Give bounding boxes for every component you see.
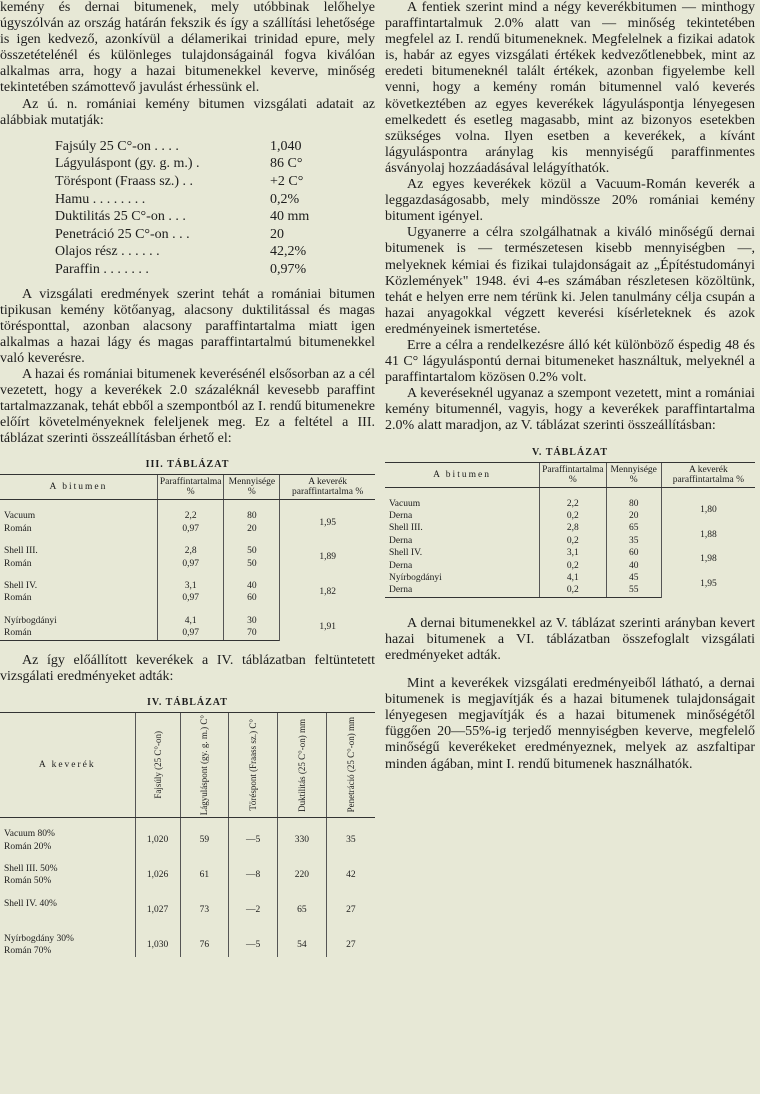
cell-name: Vacuum 80% [4, 829, 55, 840]
table-3 [0, 474, 375, 640]
property-name: Hamu . . . . . . . . [55, 191, 146, 207]
right-column [385, 0, 755, 773]
cell-name: Derna [389, 560, 413, 571]
cell-value: 30 [224, 615, 280, 627]
cell-value: 1,020 [135, 828, 180, 853]
table-row [0, 863, 375, 875]
cell-name: Nyírbogdányi [389, 572, 442, 583]
cell-value: 20 [606, 510, 661, 522]
cell-name: Román [4, 523, 32, 534]
cell-value: 1,88 [661, 522, 755, 547]
column-header: A bitumen [0, 475, 157, 500]
cell-value: 50 [224, 558, 280, 570]
paragraph: Az egyes keverékek közül a Vacuum-Román keverék a leggazdaságosabb, mely mindössze 20% romániai kemény bitument igényel. [385, 177, 755, 225]
table-row [0, 545, 375, 557]
cell-value: 0,97 [157, 627, 224, 640]
cell-value: 60 [224, 592, 280, 604]
paragraph: Az ú. n. romániai kemény bitumen vizsgálati adatait az alábbiak mutatják: [0, 96, 375, 128]
column-header: Duktilitás (25 C°-on) mm [278, 712, 327, 817]
cell-value: 1,80 [661, 498, 755, 523]
cell-value: 4,1 [157, 615, 224, 627]
cell-name [0, 910, 135, 922]
cell-name: Derna [389, 510, 413, 521]
cell-value: 1,026 [135, 863, 180, 888]
property-name: Penetráció 25 C°-on . . . [55, 226, 190, 242]
cell-name: Shell IV. 40% [4, 898, 57, 909]
cell-value: 2,2 [540, 498, 607, 510]
column-header: Lágyuláspont (gy. g. m.) C° [180, 712, 229, 817]
cell-value: 61 [180, 863, 229, 888]
cell-value: 1,030 [135, 933, 180, 958]
left-column [0, 0, 375, 957]
cell-name: Román 70% [4, 945, 52, 956]
cell-value: —5 [229, 828, 278, 853]
column-header: A keverék paraffintartalma % [280, 475, 375, 500]
cell-value: 330 [278, 828, 327, 853]
paragraph: A vizsgálati eredmények szerint tehát a romániai bitumen tipikusan kemény kötőanyag, alacsony duktilitással és magas törésponttal, azonban alacsony paraffintartalma miatt igen alkalmas a hazai lágy és magas paraffintartalmú bitumenekkel való keverésre. [0, 286, 375, 366]
paragraph: A fentiek szerint mind a négy keverékbitumen — minthogy paraffintartalmuk 2.0% alatt van — minőség tekintetében megfelel az I. rendű bitumeneknek. Megfelelnek a fizikai adatok is, habár az egyes vizsgálati értékek kedvezőtlenebbek, mint az eredeti bitumeneknél talált értékek, azonban figyelembe kell venni, hogy a kemény román bitumennel való keverés következtében az egyes keverékek lágyuláspontja lényegesen emelkedett és esetleg magasabb, mint az bizonyos esetekben szükséges volna. Ilyen esetben a keverékek, a kívánt lágyuláspontra aránylag kis mennyiségű paraffinmentes ásványolaj hozzáadásával lelágyíthatók. [385, 0, 755, 176]
property-name: Duktilitás 25 C°-on . . . [55, 209, 186, 225]
table-5 [385, 462, 755, 598]
cell-value: 1,95 [280, 510, 375, 535]
property-row [55, 226, 375, 244]
cell-value: 55 [606, 584, 661, 597]
cell-name: Derna [385, 584, 540, 597]
cell-value: 2,2 [157, 510, 224, 522]
cell-value: 3,1 [157, 580, 224, 592]
cell-value: 50 [224, 545, 280, 557]
property-row [55, 191, 375, 209]
cell-name: Shell III. 50% [4, 863, 58, 874]
cell-value: 27 [326, 933, 375, 958]
column-header: A keverék paraffintartalma % [661, 462, 755, 487]
cell-name: Vacuum [389, 498, 421, 509]
cell-value: 1,91 [280, 615, 375, 640]
property-value: 0,97% [270, 261, 307, 277]
cell-name: Shell IV. [4, 581, 38, 592]
column-header: Paraffintartalma % [157, 475, 224, 500]
property-row [55, 155, 375, 173]
cell-name: Nyírbogdány 30% [4, 933, 74, 944]
property-row [55, 173, 375, 191]
property-row [55, 243, 375, 261]
cell-value: 65 [278, 898, 327, 923]
paragraph: A dernai bitumenekkel az V. táblázat szerinti arányban kevert hazai bitumenek a VI. táblázatban összefoglalt vizsgálati eredményeket adták. [385, 615, 755, 663]
cell-name: Vacuum [4, 511, 36, 522]
column-header: Fajsúly (25 C°-on) [135, 712, 180, 817]
cell-value: 40 [606, 560, 661, 572]
property-value: 42,2% [270, 244, 307, 260]
table-row [0, 580, 375, 592]
property-value: 1,040 [270, 138, 302, 154]
cell-value: 20 [224, 523, 280, 535]
column-header: Töréspont (Fraass sz.) C° [229, 712, 278, 817]
cell-value: 1,82 [280, 580, 375, 605]
cell-value: 59 [180, 828, 229, 853]
table-caption: V. TÁBLÁZAT [531, 446, 609, 458]
paragraph: A hazai és romániai bitumenek keverésénél elsősorban az a cél vezetett, hogy a keverékek 2.0 százaléknál kevesebb paraffint tartalmazzanak, tehát ebből a szempontból az I. rendű bitumenekre előírt követelményeknek feleljenek meg. Ez a feltétel a III. táblázat szerinti összeállításban érhető el: [0, 366, 375, 447]
table-row [385, 572, 755, 584]
cell-name: Román [0, 627, 157, 640]
paragraph: Erre a célra a rendelkezésre álló két különböző éspedig 48 és 41 C° lágyuláspontú dernai bitumeneket használtuk, melyeknél a paraffintartalom közösen 0.2% volt. [385, 337, 755, 386]
property-value: +2 C° [270, 173, 304, 189]
cell-name: Román [4, 558, 32, 569]
cell-value: 1,98 [661, 547, 755, 572]
property-row [55, 138, 375, 156]
paragraph: kemény és dernai bitumenek, mely utóbbinak lelőhelye úgyszólván az ország határán fekszik és így a szállítási lehetősége is igen kedvező, azonkívül a délamerikai trinidad epure, mely összetételénél és különleges tulajdonságainál fogva kiválóan alkalmas arra, hogy a hazai bitumenekkel keverve, minőség tekintetében számottevő javulást érhessünk el. [0, 0, 375, 96]
column-header: A keverék [0, 712, 135, 817]
table-row [0, 828, 375, 840]
property-row [55, 208, 375, 226]
cell-value: —5 [229, 933, 278, 958]
table-row [0, 933, 375, 945]
column-header: A bitumen [385, 462, 540, 487]
cell-value: 70 [224, 627, 280, 640]
property-row [55, 261, 375, 279]
property-name: Töréspont (Fraass sz.) . . [55, 173, 194, 189]
cell-value: 73 [180, 898, 229, 923]
property-value: 40 mm [270, 209, 310, 225]
property-value: 20 [270, 226, 284, 242]
column-header: Mennyisége % [224, 475, 280, 500]
property-name: Fajsúly 25 C°-on . . . . [55, 138, 179, 154]
cell-value: 2,8 [157, 545, 224, 557]
property-name: Olajos rész . . . . . . [55, 244, 160, 260]
cell-value: 1,027 [135, 898, 180, 923]
cell-name: Shell III. [4, 546, 38, 557]
cell-value: 45 [606, 572, 661, 584]
table-row [385, 547, 755, 559]
property-value: 0,2% [270, 191, 300, 207]
cell-value: 60 [606, 547, 661, 559]
cell-value: 0,2 [540, 510, 607, 522]
cell-value: —2 [229, 898, 278, 923]
property-name: Lágyuláspont (gy. g. m.) . [55, 156, 200, 172]
paragraph: A keveréseknél ugyanaz a szempont vezetett, mint a romániai kemény bitumennél, vagyis, hogy a keverékek paraffintartalma 2.0% alatt maradjon, az V. táblázat szerinti összeállításban: [385, 386, 755, 434]
cell-value: 1,89 [280, 545, 375, 570]
cell-value: 0,97 [157, 523, 224, 535]
column-header: Paraffintartalma % [540, 462, 607, 487]
table-row [0, 510, 375, 522]
cell-value: 0,97 [157, 558, 224, 570]
table-4 [0, 712, 375, 958]
cell-value: 3,1 [540, 547, 607, 559]
property-name: Paraffin . . . . . . . [55, 261, 149, 277]
table-caption: III. TÁBLÁZAT [145, 459, 230, 471]
cell-value: 0,2 [540, 535, 607, 547]
column-header: Penetráció (25 C°-on) mm [326, 712, 375, 817]
cell-name: Shell III. [389, 523, 423, 534]
table-caption: IV. TÁBLÁZAT [147, 696, 228, 708]
table-row [0, 615, 375, 627]
cell-value: 40 [224, 580, 280, 592]
cell-value: 54 [278, 933, 327, 958]
cell-value: 2,8 [540, 522, 607, 534]
paragraph: Mint a keverékek vizsgálati eredményeiből látható, a dernai bitumenek is megjavítják és a hazai bitumenek tulajdonságait lényegesen megjavítják és a hazai bitumenek minőségétől függően 20—55%-ig terjedő mennyiségben keverve, megfelelő minőségű keverékeket eredményeznek, melyek az aszfaltipar minden ágában, mint I. rendű bitumenek használhatók. [385, 676, 755, 772]
cell-name: Nyírbogdányi [4, 615, 57, 626]
cell-value: 0,2 [540, 584, 607, 597]
table-row [0, 898, 375, 910]
cell-value: 0,2 [540, 560, 607, 572]
cell-value: —8 [229, 863, 278, 888]
column-header: Mennyisége % [606, 462, 661, 487]
cell-value: 42 [326, 863, 375, 888]
property-value: 86 C° [270, 156, 303, 172]
cell-name: Shell IV. [389, 548, 423, 559]
cell-value: 35 [326, 828, 375, 853]
cell-value: 0,97 [157, 592, 224, 604]
table-row [385, 498, 755, 510]
cell-value: 220 [278, 863, 327, 888]
paragraph: Az így előállított keverékek a IV. táblázatban feltüntetett vizsgálati eredményeket adták: [0, 652, 375, 684]
cell-value: 4,1 [540, 572, 607, 584]
cell-name: Derna [389, 535, 413, 546]
cell-value: 35 [606, 535, 661, 547]
cell-value: 65 [606, 522, 661, 534]
cell-name: Román 50% [4, 876, 52, 887]
cell-value: 76 [180, 933, 229, 958]
paragraph: Ugyanerre a célra szolgálhatnak a kiváló minőségű dernai bitumenek is — természetesen kisebb mennyiségben —, melyeknek kémiai és fizikai tulajdonságait az „Építéstudományi Közlemények" 1948. évi 4-es számában részletesen közöltünk, tehát e helyen erre nem térünk ki. Jelen tanulmány célja csupán a hazai anyagokkal végzett keverési kísérleteknek és azok eredményeinek ismertetése. [385, 225, 755, 337]
cell-value: 80 [606, 498, 661, 510]
property-list [55, 138, 375, 279]
cell-value: 27 [326, 898, 375, 923]
table-row [385, 522, 755, 534]
cell-value: 1,95 [661, 572, 755, 597]
cell-value: 80 [224, 510, 280, 522]
cell-name: Román [4, 593, 32, 604]
cell-name: Román 20% [4, 841, 52, 852]
